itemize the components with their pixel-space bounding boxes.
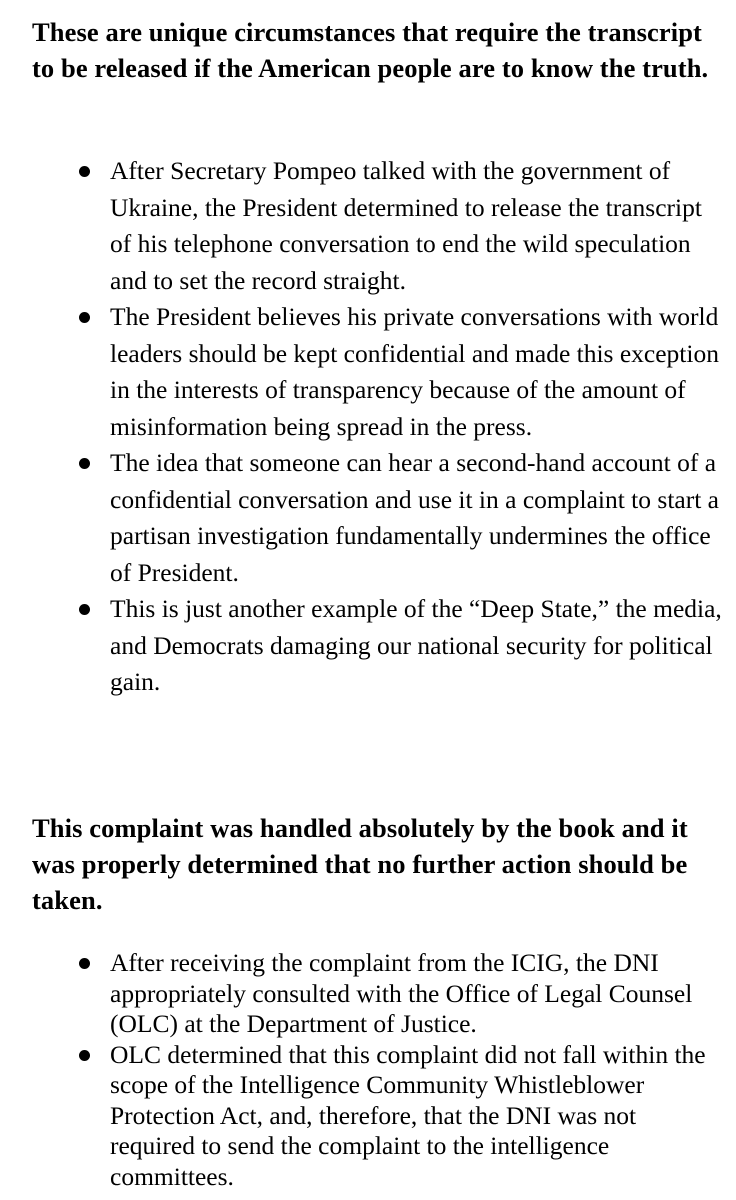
- bullet-icon: [79, 1050, 90, 1061]
- section-heading: This complaint was handled absolutely by the book and it was properly determined that no further action should be taken.: [32, 813, 688, 915]
- list-item: [0, 153, 736, 299]
- bullet-icon: [79, 604, 90, 615]
- list-item-text: The idea that someone can hear a second-hand account of a confidential conversation and use it in a complaint to start a partisan investigation fundamentally undermines the office of President.: [110, 448, 719, 587]
- list-item: [0, 445, 736, 591]
- list-item-text: This is just another example of the “Deep State,” the media, and Democrats damaging our national security for political gain.: [110, 594, 722, 696]
- bullet-icon: [79, 312, 90, 323]
- bullet-icon: [79, 958, 90, 969]
- bullet-icon: [79, 458, 90, 469]
- bullet-list: [0, 153, 736, 701]
- bullet-list: [0, 948, 736, 1192]
- list-item-text: The President believes his private conversations with world leaders should be kept confidential and made this exception in the interests of transparency because of the amount of misinformation being spread in the press.: [110, 302, 719, 441]
- list-item: [0, 299, 736, 445]
- list-item: [0, 591, 736, 701]
- list-item-text: After receiving the complaint from the ICIG, the DNI appropriately consulted with the Office of Legal Counsel (OLC) at the Department of Justice.: [110, 948, 693, 1038]
- list-item-text: After Secretary Pompeo talked with the government of Ukraine, the President determined to release the transcript of his telephone conversation to end the wild speculation and to set the record straight.: [110, 156, 702, 295]
- section-heading: These are unique circumstances that require the transcript to be released if the American people are to know the truth.: [32, 17, 709, 83]
- list-item-text: OLC determined that this complaint did not fall within the scope of the Intelligence Community Whistleblower Protection Act, and, therefore, that the DNI was not required to send the complaint to the intelligence committees.: [110, 1039, 706, 1191]
- bullet-icon: [79, 166, 90, 177]
- list-item: [0, 948, 736, 1040]
- list-item: [0, 1040, 736, 1193]
